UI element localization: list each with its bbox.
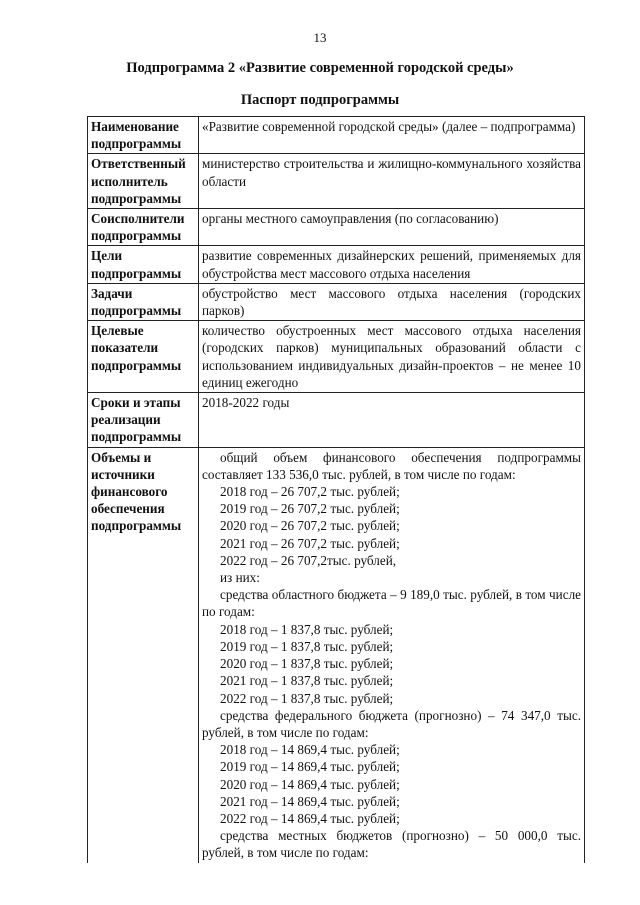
- finance-year-line: 2019 год – 1 837,8 тыс. рублей;: [220, 638, 394, 654]
- passport-table: [87, 116, 585, 863]
- row-value: министерство строительства и жилищно-коммунального хозяйства области: [199, 154, 585, 209]
- row-label: Наименование подпрограммы: [88, 117, 199, 154]
- finance-regional-intro: средства областного бюджета – 9 189,0 тыс. рублей, в том числе по годам:: [202, 587, 581, 620]
- finance-year-line: 2021 год – 1 837,8 тыс. рублей;: [220, 673, 394, 689]
- table-row: [88, 209, 585, 246]
- page-title: Подпрограмма 2 «Развитие современной городской среды»: [126, 60, 514, 76]
- row-value: развитие современных дизайнерских решений, применяемых для обустройства мест массового отдыха населения: [199, 246, 585, 283]
- row-label: Соисполнители подпрограммы: [88, 209, 199, 246]
- row-label: Сроки и этапы реализации подпрограммы: [88, 393, 199, 448]
- finance-year-line: 2018 год – 14 869,4 тыс. рублей;: [220, 742, 400, 758]
- finance-year-line: 2022 год – 26 707,2тыс. рублей,: [220, 552, 397, 568]
- row-label: Целевые показатели подпрограммы: [88, 321, 199, 393]
- finance-year-line: 2020 год – 14 869,4 тыс. рублей;: [220, 776, 400, 792]
- row-label: Ответственный исполнитель подпрограммы: [88, 154, 199, 209]
- finance-year-line: 2022 год – 14 869,4 тыс. рублей;: [220, 810, 400, 826]
- row-label: Цели подпрограммы: [88, 246, 199, 283]
- page-number: 13: [313, 30, 327, 45]
- table-row: [88, 283, 585, 320]
- passport-table-body: [88, 117, 585, 863]
- row-value: «Развитие современной городской среды» (далее – подпрограмма): [199, 117, 585, 154]
- finance-year-line: 2022 год – 1 837,8 тыс. рублей;: [220, 690, 394, 706]
- finance-year-line: 2021 год – 14 869,4 тыс. рублей;: [220, 793, 400, 809]
- table-row: [88, 246, 585, 283]
- table-row-finance: [88, 447, 585, 862]
- table-row: [88, 393, 585, 448]
- row-label: Объемы и источники финансового обеспечения подпрограммы: [88, 447, 199, 862]
- finance-year-line: 2020 год – 1 837,8 тыс. рублей;: [220, 656, 394, 672]
- finance-year-line: 2019 год – 26 707,2 тыс. рублей;: [220, 501, 400, 517]
- finance-federal-intro: средства федерального бюджета (прогнозно) – 74 347,0 тыс. рублей, в том числе по годам:: [202, 707, 581, 740]
- finance-total-intro: общий объем финансового обеспечения подпрограммы составляет 133 536,0 тыс. рублей, в том числе по годам:: [202, 449, 581, 482]
- finance-year-line: 2018 год – 1 837,8 тыс. рублей;: [220, 621, 394, 637]
- section-subtitle: Паспорт подпрограммы: [240, 92, 400, 108]
- finance-year-line: 2021 год – 26 707,2 тыс. рублей;: [220, 535, 400, 551]
- finance-local-intro: средства местных бюджетов (прогнозно) – 50 000,0 тыс. рублей, в том числе по годам:: [202, 828, 581, 861]
- finance-of-which: из них:: [220, 570, 260, 586]
- finance-year-line: 2020 год – 26 707,2 тыс. рублей;: [220, 518, 400, 534]
- table-row: [88, 321, 585, 393]
- finance-year-line: 2018 год – 26 707,2 тыс. рублей;: [220, 484, 400, 500]
- table-row: [88, 117, 585, 154]
- table-row: [88, 154, 585, 209]
- row-value: 2018-2022 годы: [199, 393, 585, 448]
- finance-year-line: 2019 год – 14 869,4 тыс. рублей;: [220, 759, 400, 775]
- row-label: Задачи подпрограммы: [88, 283, 199, 320]
- row-value: количество обустроенных мест массового отдыха населения (городских парков) муниципальных образований области с использованием индивидуальных дизайн-проектов – не менее 10 единиц ежегодно: [199, 321, 585, 393]
- finance-details: [199, 447, 585, 862]
- row-value: обустройство мест массового отдыха населения (городских парков): [199, 283, 585, 320]
- row-value: органы местного самоуправления (по согласованию): [199, 209, 585, 246]
